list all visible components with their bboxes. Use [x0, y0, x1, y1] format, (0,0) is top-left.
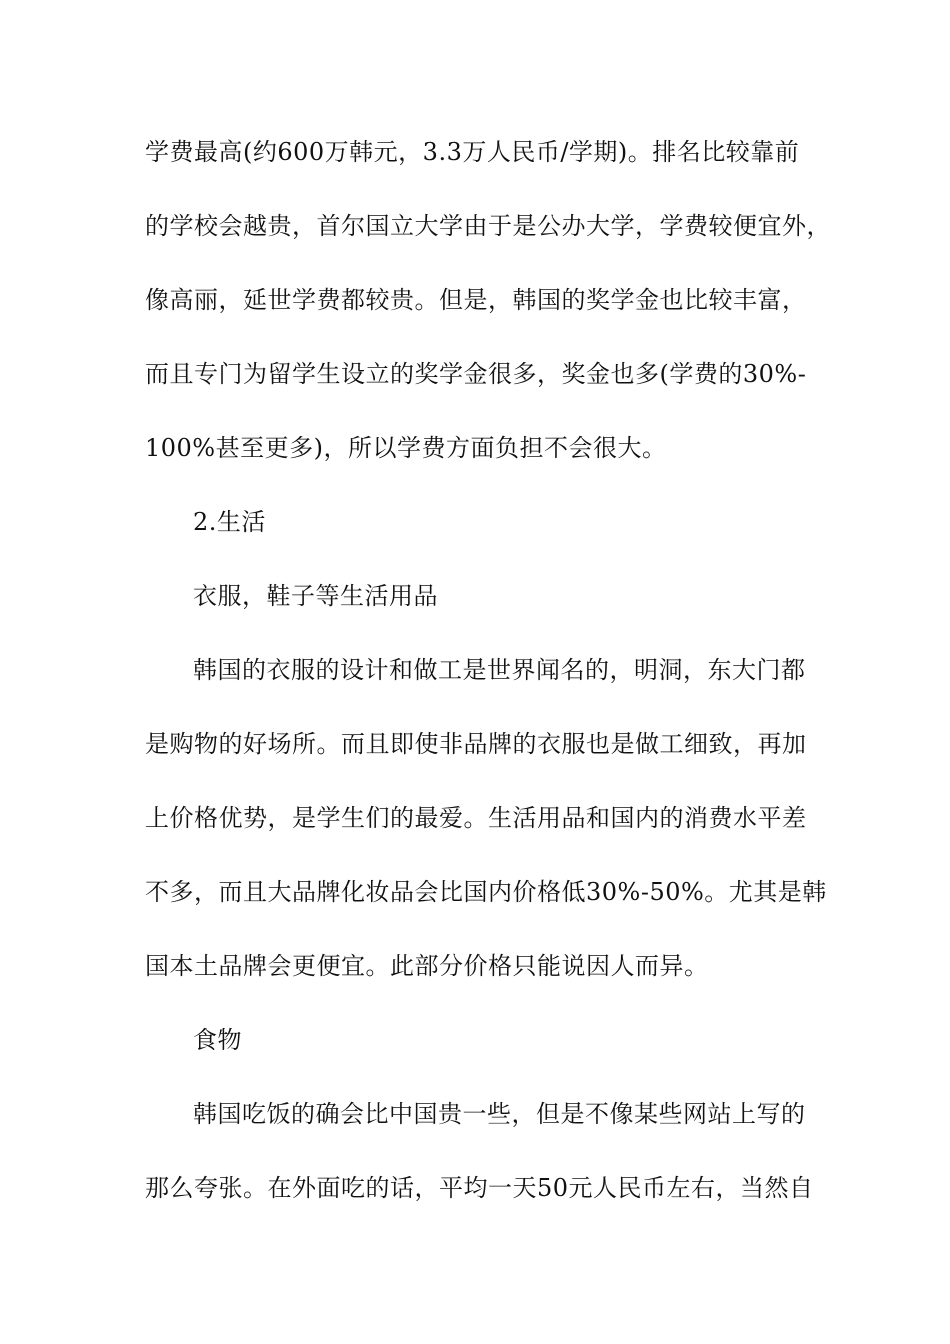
text-line: 是购物的好场所。而且即使非品牌的衣服也是做工细致，再加 [145, 730, 807, 758]
text-line: 韩国的衣服的设计和做工是世界闻名的，明洞，东大门都 [193, 656, 806, 684]
text-line: 韩国吃饭的确会比中国贵一些，但是不像某些网站上写的 [193, 1100, 806, 1128]
text-line: 那么夸张。在外面吃的话，平均一天50元人民币左右，当然自 [145, 1174, 814, 1202]
text-line: 上价格优势，是学生们的最爱。生活用品和国内的消费水平差 [145, 804, 807, 832]
text-line: 国本土品牌会更便宜。此部分价格只能说因人而异。 [145, 952, 709, 980]
section-heading: 2.生活 [193, 508, 266, 536]
text-line: 像高丽，延世学费都较贵。但是，韩国的奖学金也比较丰富， [145, 286, 807, 314]
subsection-heading: 食物 [193, 1026, 242, 1054]
text-line: 的学校会越贵，首尔国立大学由于是公办大学，学费较便宜外， [145, 212, 831, 240]
subsection-heading: 衣服，鞋子等生活用品 [193, 582, 438, 610]
text-line: 学费最高(约600万韩元，3.3万人民币/学期)。排名比较靠前 [145, 138, 800, 166]
text-line: 100%甚至更多)，所以学费方面负担不会很大。 [145, 434, 667, 462]
text-line: 不多，而且大品牌化妆品会比国内价格低30%-50%。尤其是韩 [145, 878, 827, 906]
text-line: 而且专门为留学生设立的奖学金很多，奖金也多(学费的30%- [145, 360, 807, 388]
